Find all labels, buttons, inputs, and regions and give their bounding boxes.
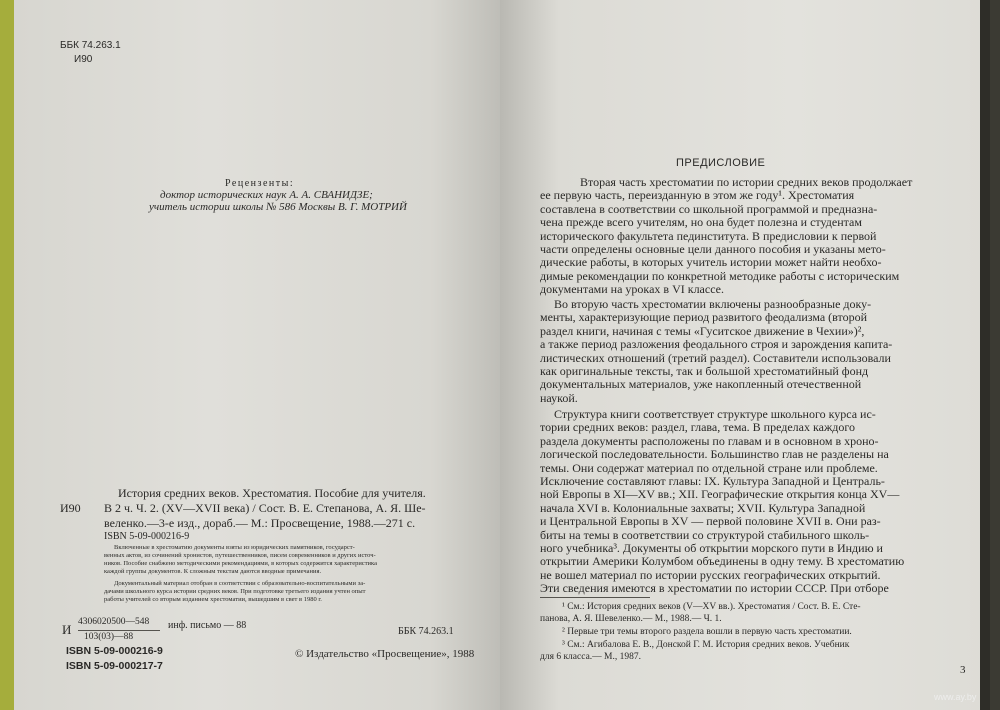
paragraph-line: ной Европы в XI—XV вв.; XII. Географические открытия конца XV—	[540, 487, 900, 502]
paragraph-line: Во вторую часть хрестоматии включены разнообразные доку-	[554, 297, 872, 311]
paragraph-line: димые рекомендации по конкретной методике работы с историческим	[540, 268, 900, 283]
paragraph-line: раздела документы расположены по главам и в основном в хроно-	[540, 433, 879, 448]
paragraph-line: исторического факультета пединститута. В предисловии к первой	[540, 228, 877, 243]
paragraph-line: темы. Они содержат материал по отдельной стране или проблеме.	[540, 460, 878, 475]
paragraph-line: не вошел материал по истории русских географических открытий.	[540, 567, 881, 582]
left-page	[14, 0, 504, 710]
order-numerator: 4306020500—548	[78, 617, 150, 627]
paragraph-1	[540, 176, 958, 297]
page-number: 3	[960, 664, 966, 676]
right-page	[500, 0, 990, 710]
paragraph-line: чена прежде всего учителям, но она будет полезна и студентам	[540, 215, 862, 230]
annotation-line-2: венных актов, из сочинений хронистов, путешественников, писем современников и других источ-	[104, 552, 376, 559]
paragraph-line: листических отношений (третий раздел). Составители использовали	[540, 350, 891, 365]
annotation-line-3: ников. Пособие снабжено методическими рекомендациями, в которых содержится характеристика	[104, 560, 377, 567]
paragraph-line: менты, характеризующие период развитого феодализма (второй	[540, 310, 868, 325]
isbn-2: ISBN 5-09-000217-7	[66, 660, 163, 672]
footnote-2: ² Первые три темы второго раздела вошли в первую часть хрестоматии.	[562, 627, 852, 637]
paragraph-line: Исключение составляют главы: IX. Культура Западной и Централь-	[540, 474, 885, 489]
reviewer-1: доктор исторических наук А. А. СВАНИДЗЕ;	[160, 189, 373, 201]
footnote-rule	[540, 597, 650, 598]
paragraph-2	[540, 298, 958, 405]
paragraph-line: раздел книги, начиная с темы «Гуситское движение в Чехии»)²,	[540, 323, 865, 338]
annotation-line-6: дачами школьного курса истории средних веков. При подготовке третьего издания учтен опыт	[104, 588, 366, 595]
paragraph-line: начала XVI в. Колониальные захваты; XVII. Культура Западной	[540, 500, 866, 515]
isbn-1: ISBN 5-09-000216-9	[66, 645, 163, 657]
paragraph-line: Эти сведения имеются в хрестоматии по истории СССР. При отборе	[540, 581, 889, 596]
watermark: www.ay.by	[934, 692, 977, 702]
footnote-1b: панова, А. Я. Шевеленко.— М., 1988.— Ч. 1.	[540, 614, 722, 624]
order-denominator: 103(03)—88	[84, 632, 134, 642]
paragraph-line: открытии Америки Колумбом объединены в одну тему. В хрестоматию	[540, 554, 905, 569]
isbn-small: ISBN 5-09-000216-9	[104, 531, 190, 542]
paragraph-line: тории средних веков: раздел, глава, тема. В пределах каждого	[540, 420, 855, 435]
copyright: © Издательство «Просвещение», 1988	[295, 648, 475, 660]
biblio-line-1: История средних веков. Хрестоматия. Пособие для учителя.	[118, 486, 426, 500]
order-note: инф. письмо — 88	[168, 620, 247, 631]
paragraph-line: и Центральной Европы в XV — первой половине XVII в. Они раз-	[540, 514, 881, 529]
order-fraction-rule	[78, 630, 160, 631]
paragraph-line: биты на темы в соответствии со структурой стабильного школь-	[540, 527, 870, 542]
biblio-code: И90	[60, 501, 81, 515]
bbk-code-top: ББК 74.263.1	[60, 40, 121, 51]
paragraph-line: Структура книги соответствует структуре школьного курса ис-	[554, 407, 876, 421]
bbk-code-bottom: ББК 74.263.1	[398, 626, 454, 637]
paragraph-line: а также период разложения феодального строя и зарождения капита-	[540, 337, 893, 352]
footnote-3b: для 6 класса.— М., 1987.	[540, 652, 641, 662]
reviewers-label: Рецензенты:	[225, 178, 295, 189]
footnote-1a: ¹ См.: История средних веков (V—XV вв.). Хрестоматия / Сост. В. Е. Сте-	[562, 602, 861, 612]
paragraph-line: как оригинальные тексты, так и большой хрестоматийный фонд	[540, 364, 869, 379]
annotation-line-7: работы учителей со вторым изданием хрестоматии, вышедшим в свет в 1980 г.	[104, 596, 322, 603]
footnote-3a: ³ См.: Агибалова Е. В., Донской Г. М. История средних веков. Учебник	[562, 640, 850, 650]
paragraph-line: ного учебника³. Документы об открытии морского пути в Индию и	[540, 541, 883, 556]
reviewer-2: учитель истории школы № 586 Москвы В. Г. МОТРИЙ	[149, 201, 407, 213]
paragraph-line: части определены основные цели данного пособия и указаны мето-	[540, 242, 886, 257]
paragraph-line: документами на уроках в VI классе.	[540, 282, 725, 297]
preface-heading: ПРЕДИСЛОВИЕ	[676, 157, 766, 169]
paragraph-line: документальных материалов, уже накопленный отечественной	[540, 377, 862, 392]
annotation-line-5: Документальный материал отобран в соответствии с образовательно-воспитательными за-	[114, 580, 366, 587]
annotation-line-4: каждой группы документов. К сложным текстам даются вводные примечания.	[104, 568, 322, 575]
paragraph-line: наукой.	[540, 390, 578, 405]
paragraph-3	[540, 408, 958, 596]
paragraph-line: составлена в соответствии со школьной программой и предназна-	[540, 201, 878, 216]
annotation-line-1: Включенные в хрестоматию документы взяты из юридических памятников, государст-	[114, 544, 355, 551]
page-edge-shadow	[980, 0, 990, 710]
index-code-top: И90	[74, 54, 93, 65]
order-letter: И	[62, 622, 72, 637]
paragraph-line: Вторая часть хрестоматии по истории средних веков продолжает	[580, 175, 913, 189]
paragraph-line: ее первую часть, переизданную в этом же году¹. Хрестоматия	[540, 188, 855, 203]
paragraph-line: логической последовательности. Большинство глав не разделены на	[540, 447, 889, 462]
biblio-line-3: веленко.—3-е изд., дораб.— М.: Просвещение, 1988.—271 с.	[104, 516, 416, 530]
paragraph-line: дические работы, в которых учитель истории может найти необхо-	[540, 255, 882, 270]
biblio-line-2: В 2 ч. Ч. 2. (XV—XVII века) / Сост. В. Е. Степанова, А. Я. Ше-	[104, 501, 426, 515]
